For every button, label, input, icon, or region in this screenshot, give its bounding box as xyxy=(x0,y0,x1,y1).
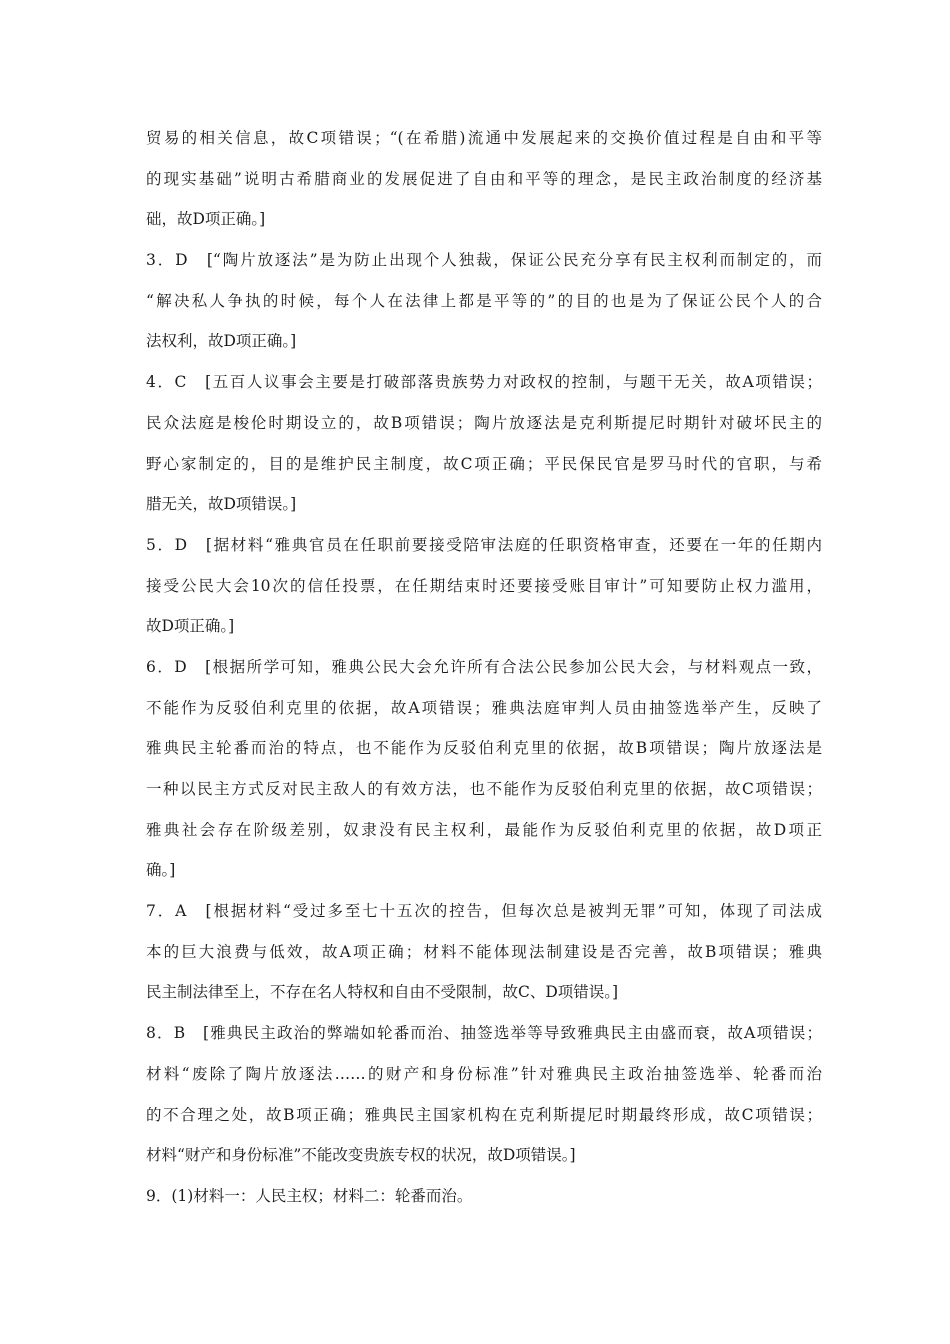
text-line: 一种以民主方式反对民主敌人的有效方法，也不能作为反驳伯利克里的依据，故C项错误； xyxy=(146,780,822,798)
text-line: 5．D [据材料“雅典官员在任职前要接受陪审法庭的任职资格审查，还要在一年的任期内 xyxy=(146,535,822,554)
text-line: 的不合理之处，故B项正确；雅典民主国家机构在克利斯提尼时期最终形成，故C项错误； xyxy=(146,1105,822,1124)
text-line: 接受公民大会10次的信任投票，在任期结束时还要接受账目审计”可知要防止权力滥用， xyxy=(146,576,822,595)
text-line: 7．A [根据材料“受过多至七十五次的控告，但每次总是被判无罪”可知，体现了司法成 xyxy=(146,902,822,921)
answer-text-body xyxy=(146,118,822,1217)
text-line: 贸易的相关信息，故C项错误；“(在希腊)流通中发展起来的交换价值过程是自由和平等 xyxy=(146,129,822,147)
text-line: 不能作为反驳伯利克里的依据，故A项错误；雅典法庭审判人员由抽签选举产生，反映了 xyxy=(146,698,822,717)
text-line: 6．D [根据所学可知，雅典公民大会允许所有合法公民参加公民大会，与材料观点一致， xyxy=(146,657,822,676)
text-line: 故D项正确。] xyxy=(146,617,235,636)
text-line: 4．C [五百人议事会主要是打破部落贵族势力对政权的控制，与题干无关，故A项错误； xyxy=(146,373,822,392)
text-line: 法权利，故D项正确。] xyxy=(146,332,297,351)
text-line: 民众法庭是梭伦时期设立的，故B项错误；陶片放逐法是克利斯提尼时期针对破坏民主的 xyxy=(146,413,822,432)
text-line: 民主制法律至上，不存在名人特权和自由不受限制，故C、D项错误。] xyxy=(146,983,619,1002)
text-line: 雅典社会存在阶级差别，奴隶没有民主权利，最能作为反驳伯利克里的依据，故D项正 xyxy=(146,820,822,839)
text-line: 腊无关，故D项错误。] xyxy=(146,495,297,514)
text-line: 9．(1)材料一：人民主权；材料二：轮番而治。 xyxy=(146,1186,473,1205)
text-line: 材料“财产和身份标准”不能改变贵族专权的状况，故D项错误。] xyxy=(146,1146,576,1165)
text-line: 本的巨大浪费与低效，故A项正确；材料不能体现法制建设是否完善，故B项错误；雅典 xyxy=(146,942,822,961)
text-line: 野心家制定的，目的是维护民主制度，故C项正确；平民保民官是罗马时代的官职，与希 xyxy=(146,454,822,473)
text-line: 材料“废除了陶片放逐法……的财产和身份标准”针对雅典民主政治抽签选举、轮番而治 xyxy=(146,1064,822,1083)
text-line: 8．B [雅典民主政治的弊端如轮番而治、抽签选举等导致雅典民主由盛而衰，故A项错误； xyxy=(146,1024,822,1043)
text-line: 础，故D项正确。] xyxy=(146,210,266,229)
text-line: 3．D [“陶片放逐法”是为防止出现个人独裁，保证公民充分享有民主权利而制定的，而 xyxy=(146,251,822,270)
text-line: 的现实基础”说明古希腊商业的发展促进了自由和平等的理念，是民主政治制度的经济基 xyxy=(146,169,822,188)
text-line: “解决私人争执的时候，每个人在法律上都是平等的”的目的也是为了保证公民个人的合 xyxy=(146,291,822,310)
text-line: 雅典民主轮番而治的特点，也不能作为反驳伯利克里的依据，故B项错误；陶片放逐法是 xyxy=(146,739,822,758)
text-line: 确。] xyxy=(146,861,176,880)
